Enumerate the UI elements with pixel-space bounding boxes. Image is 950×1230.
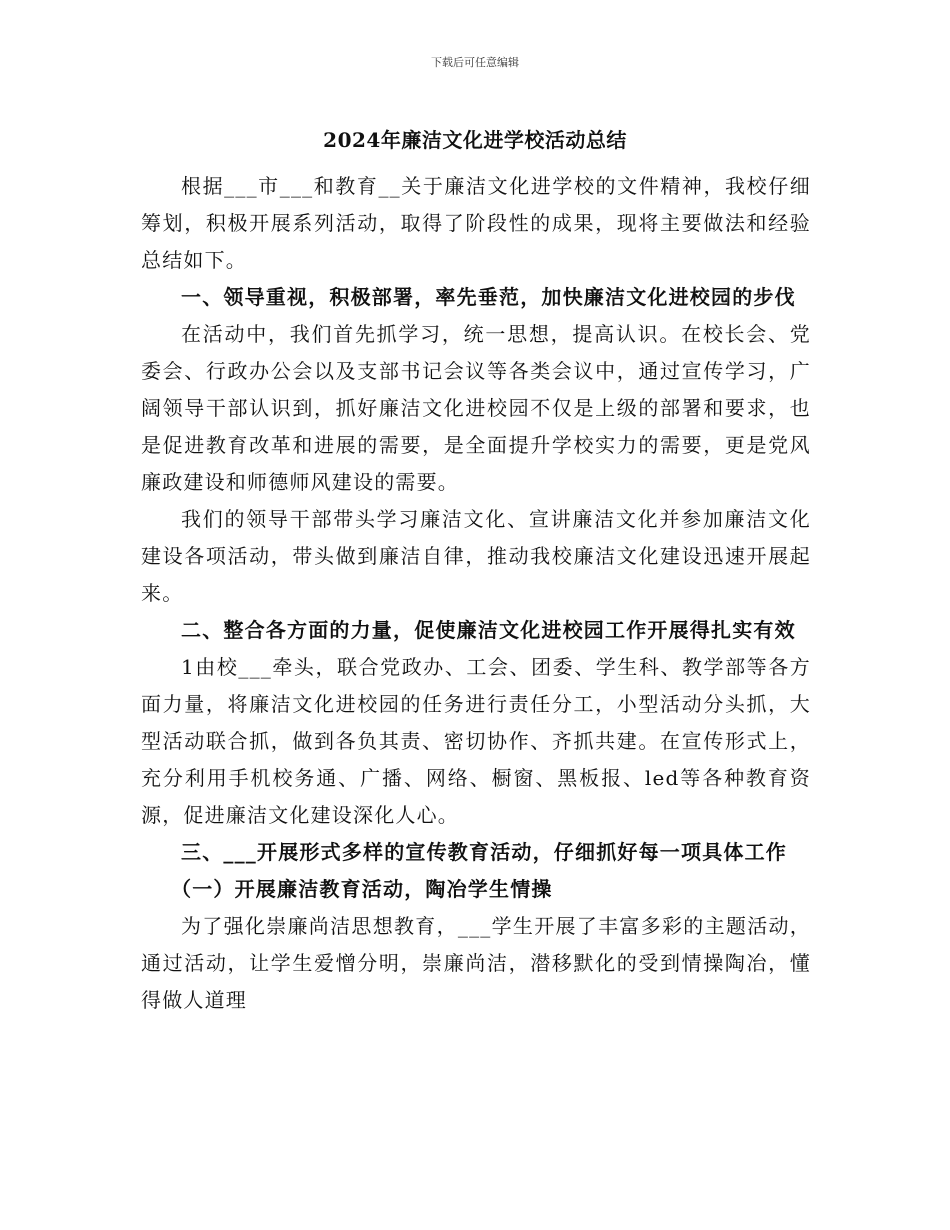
page-header-note: 下载后可任意编辑 — [431, 56, 519, 69]
body-paragraph: 我们的领导干部带头学习廉洁文化、宣讲廉洁文化并参加廉洁文化建设各项活动，带头做到廉洁自律，推动我校廉洁文化建设迅速开展起来。 — [141, 507, 811, 605]
document-body — [141, 168, 811, 1019]
body-paragraph: 为了强化崇廉尚洁思想教育，___学生开展了丰富多彩的主题活动，通过活动，让学生爱憎分明，崇廉尚洁，潜移默化的受到情操陶冶，懂得做人道理 — [141, 914, 811, 1012]
intro-paragraph: 根据___市___和教育__关于廉洁文化进学校的文件精神，我校仔细筹划，积极开展系列活动，取得了阶段性的成果，现将主要做法和经验总结如下。 — [141, 174, 811, 272]
section-heading-3: 三、___开展形式多样的宣传教育活动，仔细抓好每一项具体工作 — [181, 840, 787, 864]
body-paragraph: 1由校___牵头，联合党政办、工会、团委、学生科、教学部等各方面力量，将廉洁文化进校园的任务进行责任分工，小型活动分头抓，大型活动联合抓，做到各负其责、密切协作、齐抓共建。在宣传形式上，充分利用手机校务通、广播、网络、橱窗、黑板报、led等各种教育资源，促进廉洁文化建设深化人心。 — [141, 655, 811, 827]
body-paragraph: 在活动中，我们首先抓学习，统一思想，提高认识。在校长会、党委会、行政办公会以及支部书记会议等各类会议中，通过宣传学习，广阔领导干部认识到，抓好廉洁文化进校园不仅是上级的部署和要求，也是促进教育改革和进展的需要，是全面提升学校实力的需要，更是党风廉政建设和师德师风建设的需要。 — [141, 322, 811, 494]
document-title: 2024年廉洁文化进学校活动总结 — [323, 128, 627, 152]
section-heading-2: 二、整合各方面的力量，促使廉洁文化进校园工作开展得扎实有效 — [181, 618, 796, 642]
section-heading-1: 一、领导重视，积极部署，率先垂范，加快廉洁文化进校园的步伐 — [181, 285, 796, 309]
subsection-heading-1: （一）开展廉洁教育活动，陶冶学生情操 — [171, 877, 553, 901]
